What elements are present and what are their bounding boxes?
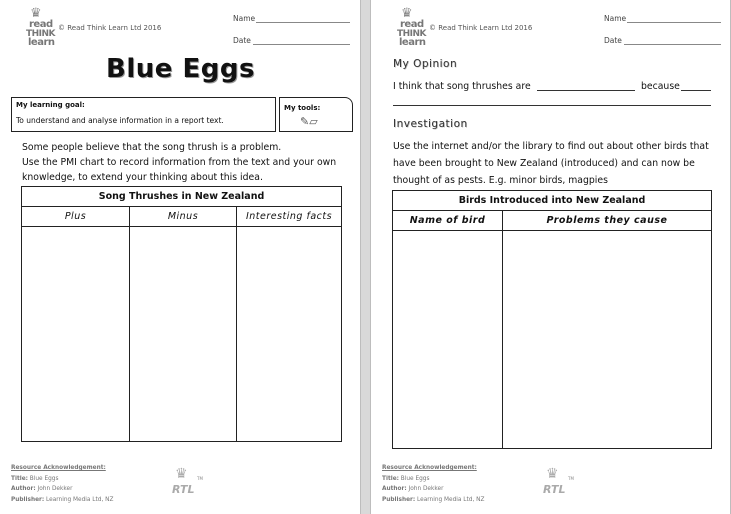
column-header-minus: Minus — [130, 207, 237, 227]
name-label: Name — [233, 14, 256, 23]
intro-line-2: Use the PMI chart to record information from the text and your own — [22, 157, 337, 168]
investigation-line-1: Use the internet and/or the library to find out about other birds that — [393, 141, 709, 152]
rtl-logo: ♛ RTL — [172, 466, 195, 496]
date-label: Date — [604, 36, 622, 45]
name-line[interactable] — [256, 22, 350, 23]
resource-acknowledgement: Resource Acknowledgement: Title: Blue Eggs Author: John Dekker Publisher: Learning Media Ltd, NZ — [382, 465, 485, 503]
name-label: Name — [604, 14, 627, 23]
investigation-line-3: thought of as pests. E.g. minor birds, magpies — [393, 175, 608, 186]
page-title: Blue Eggs — [106, 54, 255, 84]
because-answer-line-2[interactable] — [393, 105, 711, 106]
column-header-problems: Problems they cause — [503, 211, 712, 231]
introduced-birds-table — [392, 190, 712, 449]
because-text: because — [641, 81, 680, 92]
name-of-bird-cell[interactable] — [393, 231, 503, 449]
tools-box — [279, 97, 353, 132]
name-line[interactable] — [627, 22, 721, 23]
investigation-heading: Investigation — [393, 118, 468, 130]
trademark-mark: TM — [568, 476, 574, 481]
rtl-logo: ♛ RTL — [543, 466, 566, 496]
date-line[interactable] — [624, 44, 721, 45]
opinion-answer-line[interactable] — [537, 90, 635, 91]
read-think-learn-logo: ♛ read THINK learn — [26, 6, 56, 48]
intro-line-3: knowledge, to extend your thinking about this idea. — [22, 172, 263, 183]
copyright-text: © Read Think Learn Ltd 2016 — [58, 24, 162, 32]
opinion-heading: My Opinion — [393, 58, 458, 70]
pencil-eraser-icon: ✎▱ — [300, 115, 318, 128]
pmi-chart-title: Song Thrushes in New Zealand — [22, 187, 342, 207]
column-header-interesting-facts: Interesting facts — [237, 207, 342, 227]
read-think-learn-logo: ♛ read THINK learn — [397, 6, 427, 48]
plus-cell[interactable] — [22, 227, 130, 442]
crown-icon: ♛ — [546, 466, 559, 482]
crown-icon: ♛ — [175, 466, 188, 482]
learning-goal-box — [11, 97, 276, 132]
trademark-mark: TM — [197, 476, 203, 481]
pmi-chart — [21, 186, 342, 442]
learning-goal-text: To understand and analyse information in a report text. — [16, 116, 224, 125]
date-line[interactable] — [253, 44, 350, 45]
crown-icon: ♛ — [401, 6, 413, 21]
crown-icon: ♛ — [30, 6, 42, 21]
introduced-birds-title: Birds Introduced into New Zealand — [393, 191, 712, 211]
minus-cell[interactable] — [130, 227, 237, 442]
column-header-plus: Plus — [22, 207, 130, 227]
worksheet-page-1 — [0, 0, 361, 514]
column-header-name-of-bird: Name of bird — [393, 211, 503, 231]
learning-goal-heading: My learning goal: — [16, 101, 85, 109]
intro-line-1: Some people believe that the song thrush is a problem. — [22, 142, 282, 153]
opinion-text: I think that song thrushes are — [393, 81, 531, 92]
interesting-facts-cell[interactable] — [237, 227, 342, 442]
investigation-line-2: have been brought to New Zealand (introduced) and can now be — [393, 158, 695, 169]
tools-heading: My tools: — [284, 104, 321, 112]
worksheet-page-2 — [370, 0, 731, 514]
date-label: Date — [233, 36, 251, 45]
problems-cell[interactable] — [503, 231, 712, 449]
copyright-text: © Read Think Learn Ltd 2016 — [429, 24, 533, 32]
resource-acknowledgement: Resource Acknowledgement: Title: Blue Eggs Author: John Dekker Publisher: Learning Media Ltd, NZ — [11, 465, 114, 503]
because-answer-line-1[interactable] — [681, 90, 711, 91]
